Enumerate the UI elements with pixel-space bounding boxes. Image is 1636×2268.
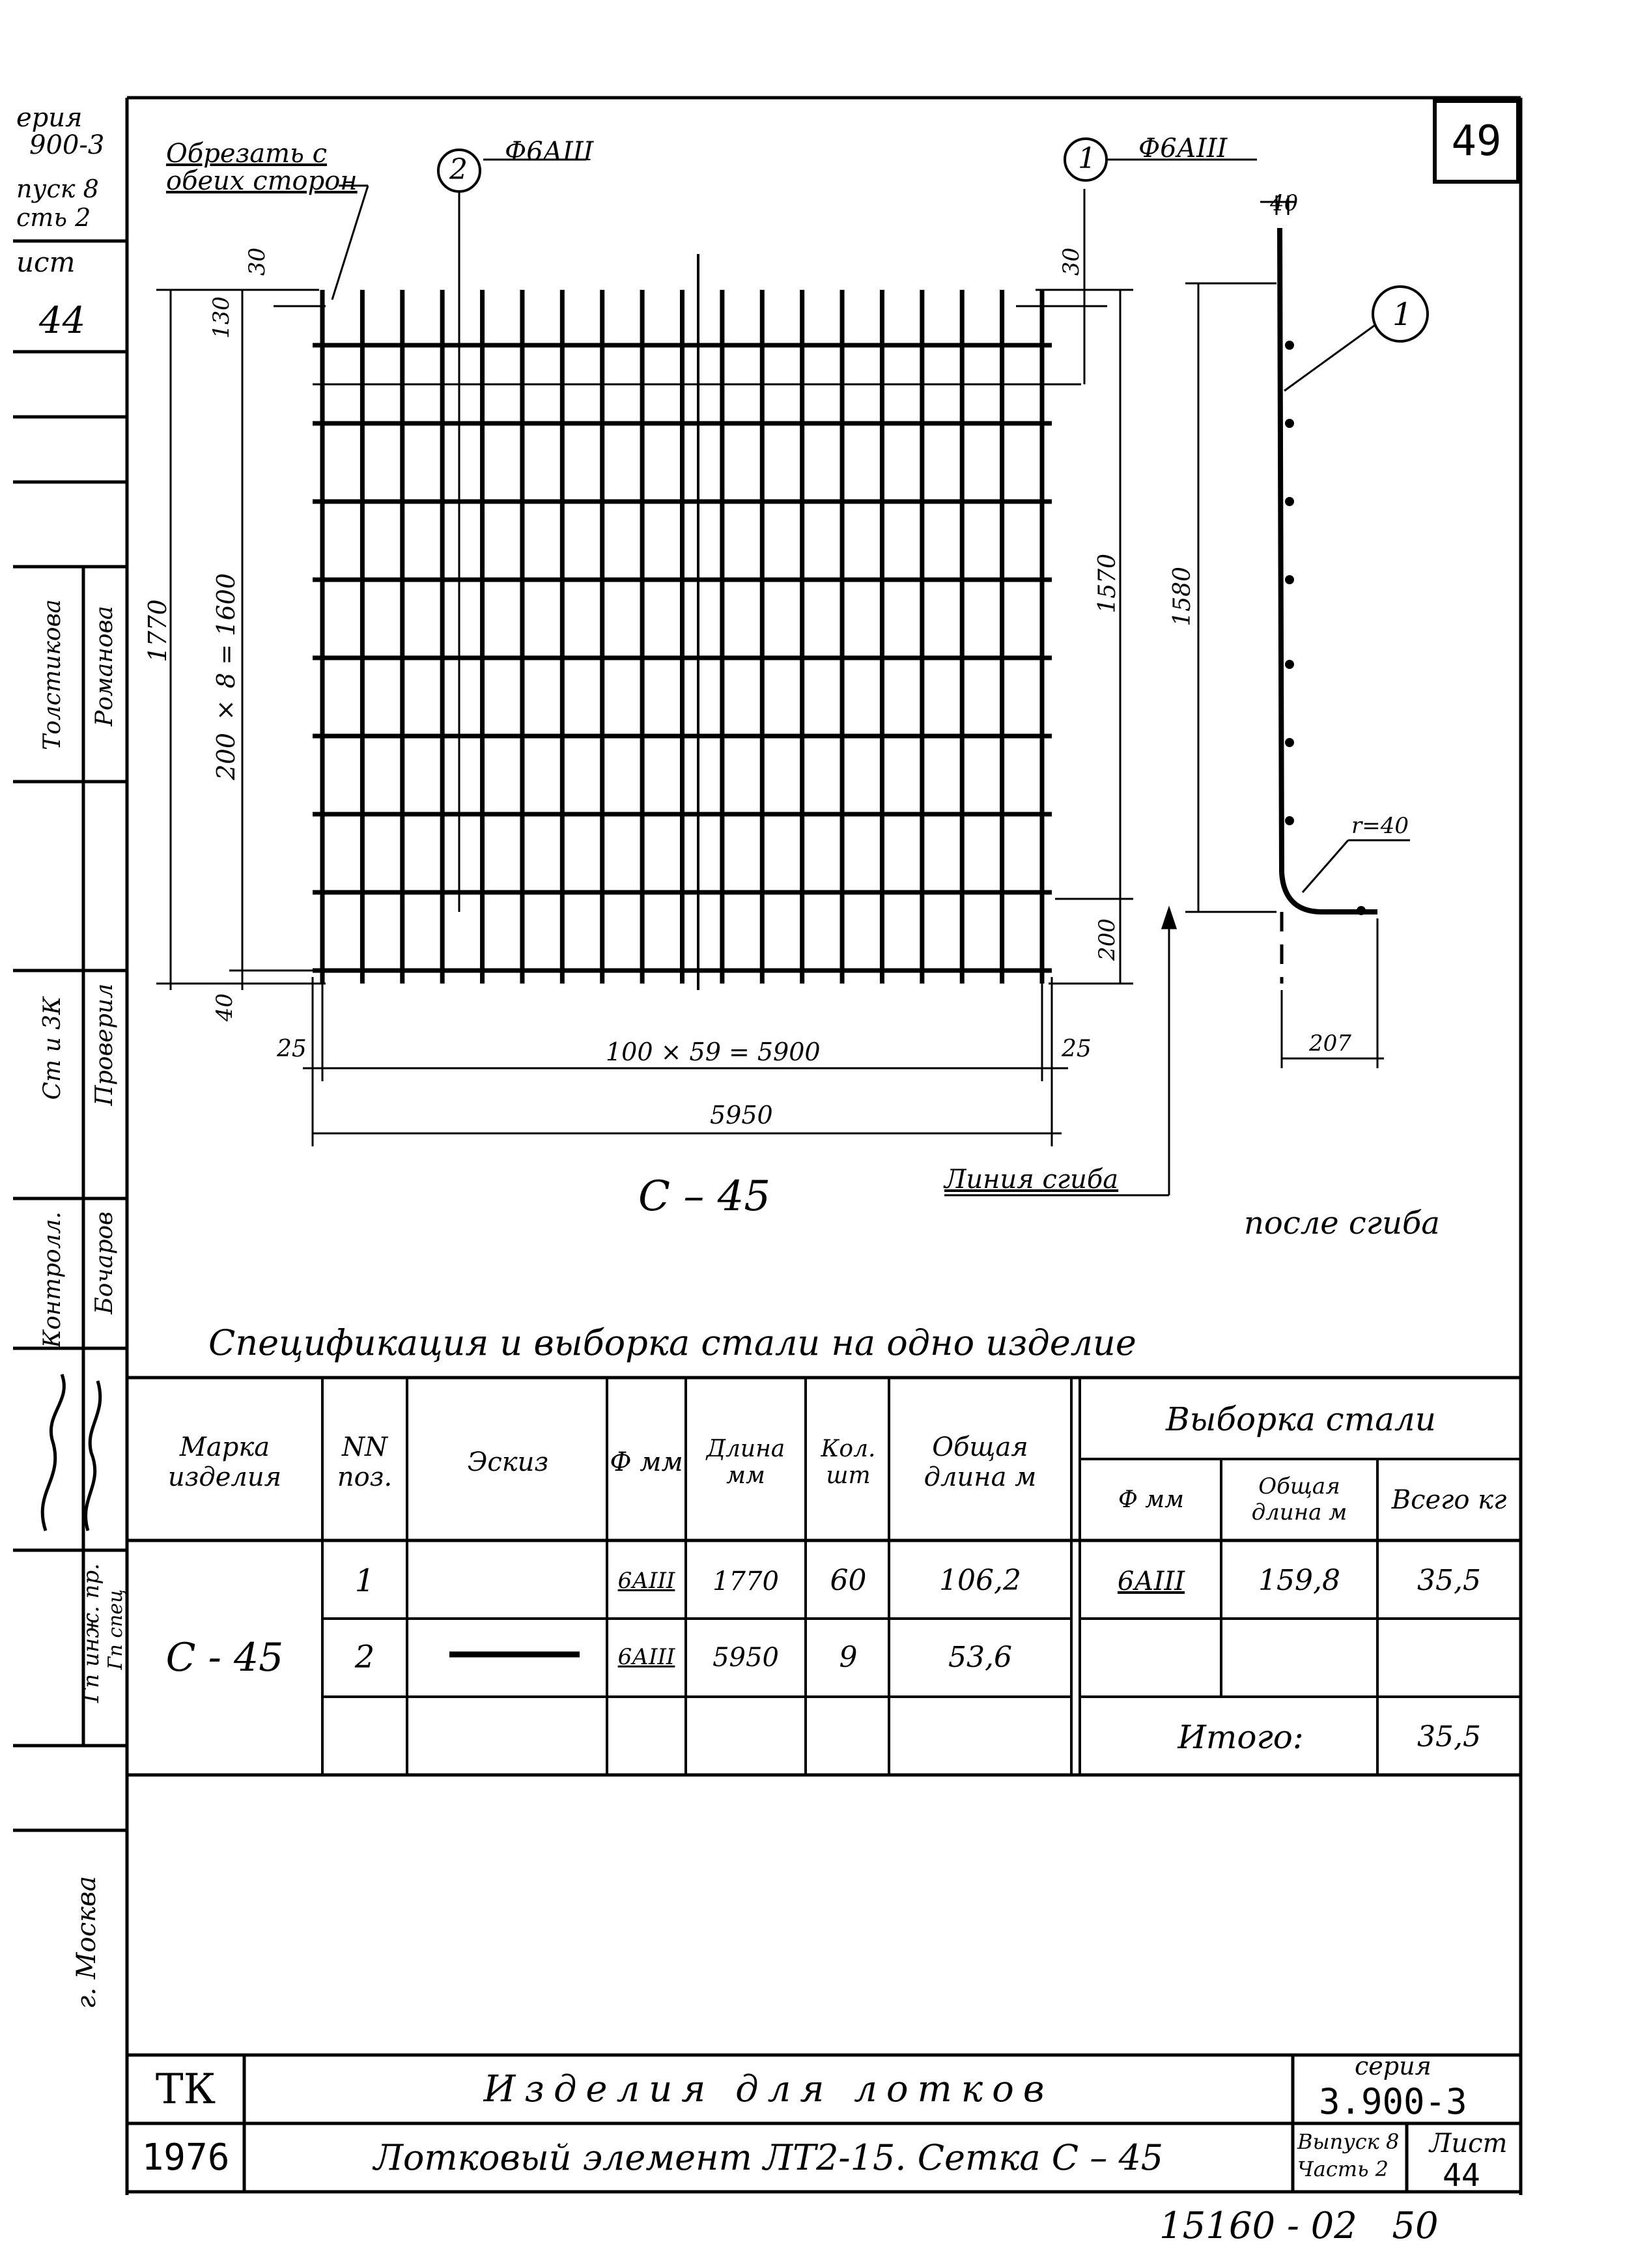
- org-label: [130, 2058, 241, 2120]
- cut-note: [166, 140, 374, 195]
- hdr-sel-len: [1224, 1462, 1374, 1537]
- sel-kg: [1381, 1547, 1517, 1615]
- dim-1580: 1580: [1169, 567, 1196, 627]
- dim-130: 130: [208, 296, 234, 339]
- row1-qty-text: 60: [830, 1564, 867, 1598]
- staff-5: Контролл.: [39, 1212, 66, 1348]
- hdr-sel-dia: [1084, 1462, 1218, 1537]
- itogo-value-text: 35,5: [1417, 1720, 1481, 1754]
- left-strip-sheet-value: 44: [39, 300, 86, 342]
- sheet-number-box: [1433, 99, 1520, 184]
- sel-length: [1224, 1547, 1374, 1615]
- year-label: [130, 2127, 241, 2189]
- row1-length: [687, 1547, 804, 1615]
- hdr-sketch-text: Эскиз: [467, 1447, 549, 1477]
- staff-9: Гп спец: [104, 1589, 127, 1670]
- staff-8: Гп инж. пр.: [78, 1563, 104, 1703]
- left-strip-series-label: ерия: [16, 103, 83, 133]
- left-strip-series-value: 900-3: [29, 130, 105, 160]
- row2-length: [687, 1622, 804, 1694]
- tb-issue-label: Выпуск 8 Часть 2: [1297, 2129, 1400, 2181]
- hdr-pos: [326, 1394, 404, 1531]
- staff-4: Проверил: [91, 984, 118, 1106]
- mark-label: С – 45: [638, 1172, 771, 1221]
- tb-sheet-value: 44: [1443, 2157, 1480, 2194]
- row2-total-text: 53,6: [948, 1640, 1012, 1674]
- hdr-sel-total: [1381, 1462, 1517, 1537]
- dim-r40: r=40: [1351, 813, 1409, 839]
- dim-207: 207: [1309, 1030, 1351, 1056]
- city-label: г. Москва: [72, 1876, 102, 2009]
- staff-3: Ст и 3К: [39, 997, 66, 1100]
- hdr-dia: [609, 1394, 684, 1531]
- hdr-mark-text: Марка изделия: [167, 1432, 282, 1492]
- staff-2: Романова: [91, 606, 118, 727]
- org-label-text: ТК: [155, 2065, 216, 2114]
- hdr-sketch: [410, 1394, 606, 1531]
- row2-qty: [808, 1622, 889, 1694]
- hdr-selection: [1084, 1384, 1517, 1456]
- after-bend-label: после сгиба: [1244, 1205, 1440, 1241]
- tb-series-label: серия: [1355, 2052, 1432, 2080]
- year-label-text: 1976: [141, 2136, 230, 2179]
- row2-dia-text: 6АIII: [617, 1644, 675, 1671]
- hdr-dia-text: Ф мм: [610, 1447, 683, 1477]
- dim-40-top: 40: [1270, 190, 1299, 216]
- left-strip-part: сть 2: [16, 203, 91, 232]
- mark-value-text: С - 45: [165, 1634, 284, 1680]
- hdr-length-text: Длина мм: [706, 1435, 785, 1489]
- row1-length-text: 1770: [712, 1566, 779, 1596]
- hdr-total-len-text: Общая длина м: [924, 1432, 1037, 1492]
- bend-line-label: Линия сгиба: [944, 1165, 1119, 1195]
- dim-25-right: 25: [1062, 1036, 1092, 1062]
- title-line-2-text: Лотковый элемент ЛТ2-15. Сетка С – 45: [373, 2137, 1164, 2178]
- row1-qty: [808, 1547, 889, 1615]
- row1-dia-text: 6АIII: [617, 1567, 675, 1594]
- mark-value: [130, 1583, 319, 1733]
- dim-30-right: 30: [1058, 248, 1084, 276]
- row1-total: [892, 1547, 1068, 1615]
- pos2-marker: 2: [449, 153, 468, 186]
- dim-5950: 5950: [710, 1101, 773, 1129]
- dim-1770: 1770: [143, 599, 172, 662]
- cut-note-text: Обрезать с обеих сторон: [166, 139, 358, 196]
- sel-length-text: 159,8: [1258, 1564, 1340, 1598]
- left-strip-sheet-label: ист: [16, 246, 76, 278]
- staff-6: Бочаров: [91, 1212, 118, 1314]
- dim-100x59: 100 × 59 = 5900: [606, 1038, 821, 1066]
- row2-total: [892, 1622, 1068, 1694]
- tb-sheet-label: Лист: [1430, 2129, 1508, 2159]
- handwritten-signatures: [26, 1361, 117, 1544]
- dim-40-left: 40: [212, 993, 238, 1022]
- staff-1: Толстикова: [39, 599, 66, 750]
- left-strip-issue: пуск 8: [16, 175, 99, 203]
- row2-pos-text: 2: [354, 1639, 375, 1676]
- hdr-selection-text: Выборка стали: [1166, 1400, 1436, 1439]
- itogo-label-text: Итого:: [1178, 1718, 1304, 1756]
- row2-qty-text: 9: [839, 1640, 858, 1674]
- title-line-1: [247, 2058, 1290, 2120]
- sel-dia: [1084, 1547, 1218, 1615]
- hdr-pos-text: NN поз.: [337, 1432, 393, 1492]
- tb-series-value: 3.900-3: [1319, 2081, 1467, 2122]
- pos1-marker: 1: [1078, 142, 1096, 175]
- hdr-qty-text: Кол. шт: [821, 1435, 876, 1489]
- hdr-sel-len-text: Общая длина м: [1251, 1473, 1347, 1525]
- dim-25-left: 25: [277, 1036, 307, 1062]
- dim-200: 200: [1094, 918, 1120, 961]
- hdr-total-len: [892, 1394, 1068, 1531]
- hdr-mark: [130, 1394, 319, 1531]
- pos2-label: Ф6АIII: [505, 137, 594, 167]
- row1-dia: [609, 1547, 684, 1615]
- sel-kg-text: 35,5: [1417, 1564, 1481, 1598]
- hdr-sel-total-text: Всего кг: [1391, 1484, 1507, 1515]
- row1-pos-text: 1: [354, 1562, 375, 1599]
- dim-1570: 1570: [1094, 554, 1121, 614]
- hdr-sel-dia-text: Ф мм: [1118, 1486, 1185, 1513]
- sel-dia-text: 6АIII: [1117, 1566, 1185, 1596]
- row1-total-text: 106,2: [939, 1564, 1021, 1598]
- hdr-qty: [808, 1394, 889, 1531]
- dim-200x8: 200 × 8 = 1600: [212, 573, 240, 780]
- pos1-label: Ф6АIII: [1138, 134, 1228, 163]
- side-marker: 1: [1392, 296, 1413, 333]
- title-line-1-text: Изделия для лотков: [483, 2068, 1054, 2110]
- title-line-2: [247, 2127, 1290, 2189]
- dim-30-left: 30: [244, 248, 270, 276]
- sheet-number: 49: [1451, 117, 1502, 165]
- itogo-value: [1381, 1703, 1517, 1772]
- spec-title: Спецификация и выборка стали на одно изделие: [208, 1322, 1136, 1363]
- signatures-zone: [26, 1361, 117, 1544]
- row2-dia: [609, 1622, 684, 1694]
- itogo-label: [1107, 1703, 1374, 1772]
- row2-pos: [326, 1622, 404, 1694]
- hdr-length: [687, 1394, 804, 1531]
- row1-pos: [326, 1547, 404, 1615]
- row2-length-text: 5950: [712, 1643, 779, 1673]
- footer-number: 15160 - 02 50: [1159, 2205, 1439, 2247]
